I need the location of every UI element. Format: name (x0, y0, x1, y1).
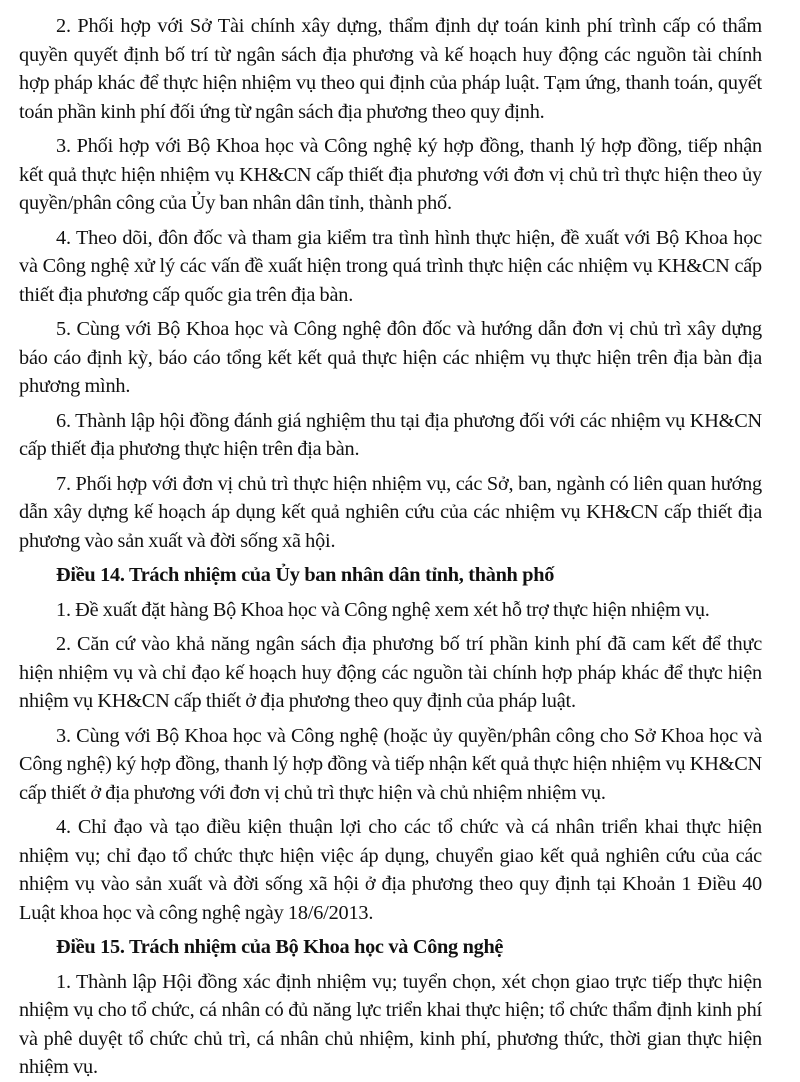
paragraph-item-6: 6. Thành lập hội đồng đánh giá nghiệm thu tại địa phương đối với các nhiệm vụ KH&CN cấp thiết địa phương thực hiện trên địa bàn. (19, 409, 762, 460)
article-14-heading: Điều 14. Trách nhiệm của Ủy ban nhân dân tỉnh, thành phố (56, 564, 555, 586)
paragraph-item-7: 7. Phối hợp với đơn vị chủ trì thực hiện nhiệm vụ, các Sở, ban, ngành có liên quan hướng dẫn xây dựng kế hoạch áp dụng kết quả nghiên cứu của các nhiệm vụ KH&CN cấp thiết địa phương vào sản xuất và đời sống xã hội. (19, 472, 762, 552)
paragraph-item-3: 3. Phối hợp với Bộ Khoa học và Công nghệ ký hợp đồng, thanh lý hợp đồng, tiếp nhận kết quả thực hiện nhiệm vụ KH&CN cấp thiết địa phương với đơn vị chủ trì thực hiện theo ủy quyền/phân công của Ủy ban nhân dân tỉnh, thành phố. (19, 135, 762, 214)
paragraph-item-2: 2. Phối hợp với Sở Tài chính xây dựng, thẩm định dự toán kinh phí trình cấp có thẩm quyền quyết định bố trí từ ngân sách địa phương và kế hoạch huy động các nguồn tài chính hợp pháp khác để thực hiện nhiệm vụ theo qui định của pháp luật. Tạm ứng, thanh toán, quyết toán phần kinh phí đối ứng từ ngân sách địa phương theo quy định. (19, 15, 762, 123)
article-14-item-3: 3. Cùng với Bộ Khoa học và Công nghệ (hoặc ủy quyền/phân công cho Sở Khoa học và Công nghệ) ký hợp đồng, thanh lý hợp đồng và tiếp nhận kết quả thực hiện nhiệm vụ KH&CN cấp thiết ở địa phương với đơn vị chủ trì thực hiện và chủ nhiệm nhiệm vụ. (19, 724, 762, 804)
article-14-item-1: 1. Đề xuất đặt hàng Bộ Khoa học và Công nghệ xem xét hỗ trợ thực hiện nhiệm vụ. (56, 598, 710, 621)
paragraph-item-5: 5. Cùng với Bộ Khoa học và Công nghệ đôn đốc và hướng dẫn đơn vị chủ trì xây dựng báo cáo định kỳ, báo cáo tổng kết kết quả thực hiện các nhiệm vụ thực hiện trên địa bàn địa phương mình. (19, 318, 762, 397)
article-15-item-1: 1. Thành lập Hội đồng xác định nhiệm vụ; tuyển chọn, xét chọn giao trực tiếp thực hiện nhiệm vụ cho tổ chức, cá nhân có đủ năng lực triển khai thực hiện; tổ chức thẩm định kinh phí và phê duyệt tổ chức chủ trì, cá nhân chủ nhiệm, kinh phí, phương thức, thời gian thực hiện nhiệm vụ. (19, 970, 762, 1078)
article-14-item-2: 2. Căn cứ vào khả năng ngân sách địa phương bố trí phần kinh phí đã cam kết để thực hiện nhiệm vụ và chỉ đạo kế hoạch huy động các nguồn tài chính hợp pháp khác để thực hiện nhiệm vụ KH&CN cấp thiết ở địa phương theo quy định của pháp luật. (19, 633, 762, 712)
paragraph-item-4: 4. Theo dõi, đôn đốc và tham gia kiểm tra tình hình thực hiện, đề xuất với Bộ Khoa học và Công nghệ xử lý các vấn đề xuất hiện trong quá trình thực hiện các nhiệm vụ KH&CN cấp thiết địa phương cấp quốc gia trên địa bàn. (19, 226, 762, 306)
article-14-item-4: 4. Chỉ đạo và tạo điều kiện thuận lợi cho các tổ chức và cá nhân triển khai thực hiện nhiệm vụ; chỉ đạo tổ chức thực hiện việc áp dụng, chuyển giao kết quả nghiên cứu của các nhiệm vụ vào sản xuất và đời sống xã hội ở địa phương theo quy định tại Khoản 1 Điều 40 Luật khoa học và công nghệ ngày 18/6/2013. (19, 816, 762, 924)
article-15-heading: Điều 15. Trách nhiệm của Bộ Khoa học và Công nghệ (56, 936, 504, 958)
